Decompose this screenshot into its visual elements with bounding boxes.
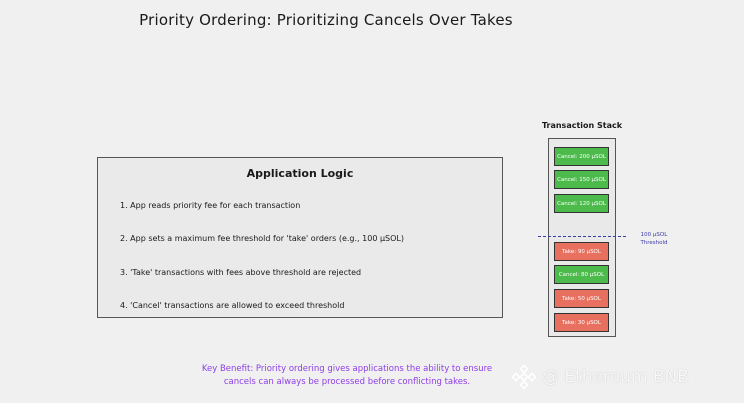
transaction-take: Take: 90 μSOL <box>554 242 609 261</box>
logic-step: 2. App sets a maximum fee threshold for 'take' orders (e.g., 100 μSOL) <box>120 234 404 243</box>
logic-step: 1. App reads priority fee for each transaction <box>120 201 301 210</box>
logic-step: 3. 'Take' transactions with fees above threshold are rejected <box>120 268 362 277</box>
watermark-text: @ Ethereum BNB <box>542 367 689 387</box>
transaction-cancel: Cancel: 80 μSOL <box>554 265 609 284</box>
key-benefit-line: Key Benefit: Priority ordering gives applications the ability to ensure <box>201 364 493 374</box>
transaction-cancel: Cancel: 200 μSOL <box>554 147 609 166</box>
key-benefit-note <box>130 363 564 389</box>
watermark <box>512 364 689 390</box>
key-benefit-line: cancels can always be processed before conflicting takes. <box>223 377 471 387</box>
application-logic-box <box>97 157 503 318</box>
transaction-stack-title: Transaction Stack <box>541 121 623 130</box>
transaction-take: Take: 30 μSOL <box>554 313 609 332</box>
transaction-cancel: Cancel: 150 μSOL <box>554 170 609 189</box>
threshold-text: Threshold <box>640 240 668 246</box>
threshold-line <box>538 236 626 237</box>
diagram-title: Priority Ordering: Prioritizing Cancels Over Takes <box>139 11 513 29</box>
transaction-take: Take: 50 μSOL <box>554 289 609 308</box>
binance-logo-icon <box>512 365 536 389</box>
logic-step: 4. 'Cancel' transactions are allowed to exceed threshold <box>120 301 345 310</box>
threshold-value: 100 μSOL <box>640 232 668 238</box>
transaction-cancel: Cancel: 120 μSOL <box>554 194 609 213</box>
application-logic-title: Application Logic <box>246 167 354 180</box>
threshold-label <box>630 231 678 247</box>
transaction-stack <box>548 138 616 337</box>
